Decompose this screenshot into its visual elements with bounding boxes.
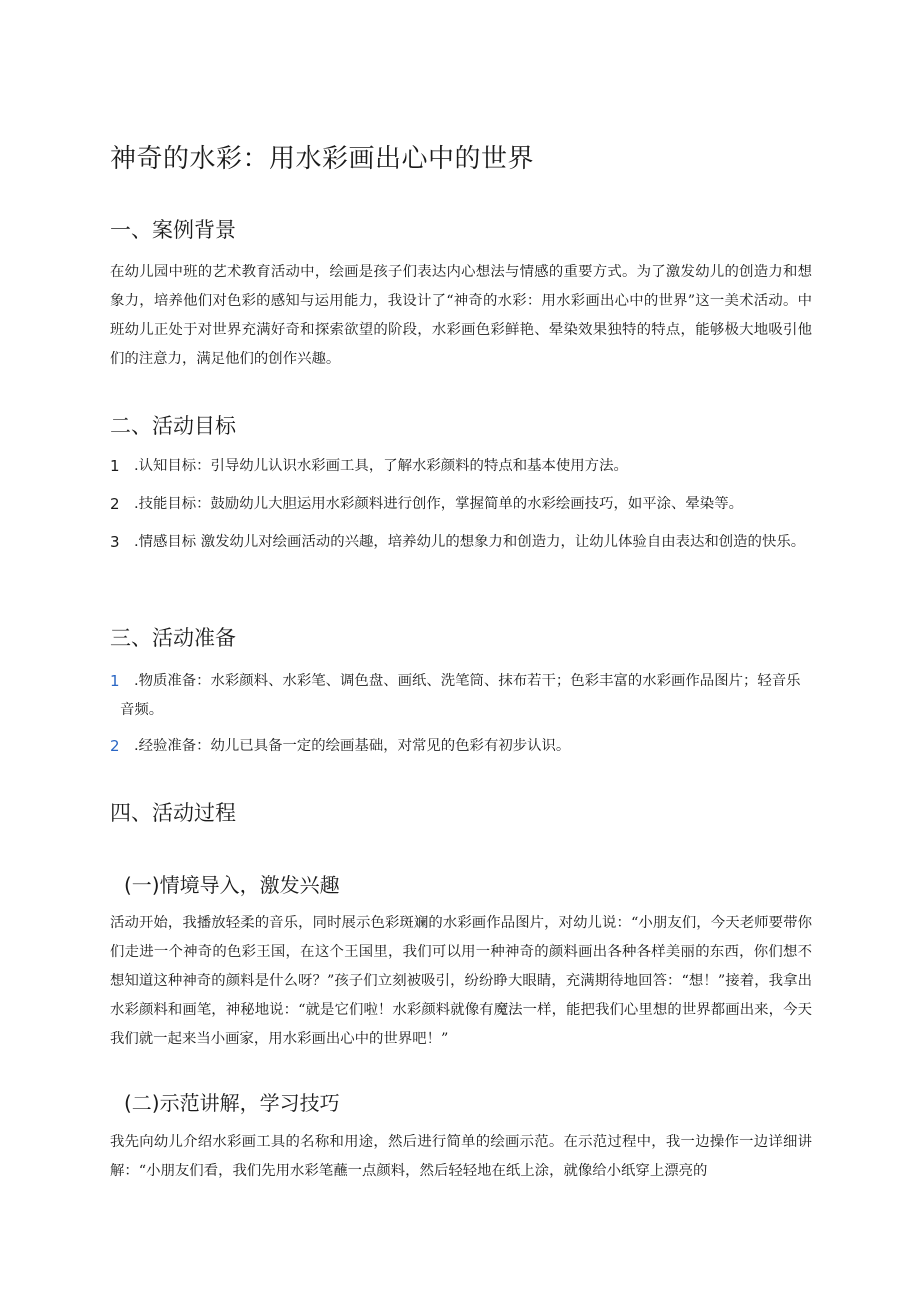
heading-background: 一、案例背景 — [110, 218, 236, 242]
subheading-situation-intro: (一)情境导入，激发兴趣 — [124, 873, 340, 897]
prep-item-2 — [110, 732, 812, 761]
list-number: 1 — [110, 457, 120, 475]
list-number: 1 — [110, 672, 120, 690]
list-text: .经验准备：幼儿已具备一定的绘画基础，对常见的色彩有初步认识。 — [134, 738, 571, 754]
list-text: .情感目标 激发幼儿对绘画活动的兴趣，培养幼儿的想象力和创造力，让幼儿体验自由表达和创造的快乐。 — [134, 534, 806, 550]
list-text: .物质准备：水彩颜料、水彩笔、调色盘、画纸、洗笔筒、抹布若干；色彩丰富的水彩画作品图片；轻音乐音频。 — [120, 673, 801, 718]
heading-goals: 二、活动目标 — [110, 414, 236, 438]
background-paragraph: 在幼儿园中班的艺术教育活动中，绘画是孩子们表达内心想法与情感的重要方式。为了激发幼儿的创造力和想象力，培养他们对色彩的感知与运用能力，我设计了“神奇的水彩：用水彩画出心中的世界”这一美术活动。中班幼儿正处于对世界充满好奇和探索欲望的阶段，水彩画色彩鲜艳、晕染效果独特的特点，能够极大地吸引他们的注意力，满足他们的创作兴趣。 — [110, 264, 812, 367]
demonstration-paragraph: 我先向幼儿介绍水彩画工具的名称和用途，然后进行简单的绘画示范。在示范过程中，我一边操作一边详细讲解：“小朋友们看，我们先用水彩笔蘸一点颜料，然后轻轻地在纸上涂，就像给小纸穿上漂亮的 — [110, 1134, 812, 1179]
prep-item-1 — [110, 667, 812, 725]
goal-item-1 — [110, 452, 812, 481]
list-number: 2 — [110, 495, 120, 513]
situation-intro-paragraph: 活动开始，我播放轻柔的音乐，同时展示色彩斑斓的水彩画作品图片，对幼儿说：“小朋友们，今天老师要带你们走进一个神奇的色彩王国，在这个王国里，我们可以用一种神奇的颜料画出各种各样美丽的东西，你们想不想知道这种神奇的颜料是什么呀？”孩子们立刻被吸引，纷纷睁大眼睛，充满期待地回答：“想！”接着，我拿出水彩颜料和画笔，神秘地说：“就是它们啦！水彩颜料就像有魔法一样，能把我们心里想的世界都画出来，今天我们就一起来当小画家，用水彩画出心中的世界吧！” — [110, 915, 812, 1047]
heading-preparation: 三、活动准备 — [110, 626, 236, 650]
goal-item-3 — [110, 528, 812, 557]
list-text: .技能目标：鼓励幼儿大胆运用水彩颜料进行创作，掌握简单的水彩绘画技巧，如平涂、晕染等。 — [134, 496, 743, 512]
list-number: 2 — [110, 737, 120, 755]
list-text: .认知目标：引导幼儿认识水彩画工具，了解水彩颜料的特点和基本使用方法。 — [134, 458, 628, 474]
subheading-demonstration: (二)示范讲解，学习技巧 — [124, 1091, 340, 1115]
goal-item-2 — [110, 490, 812, 519]
heading-process: 四、活动过程 — [110, 801, 236, 825]
list-number: 3 — [110, 533, 120, 551]
page-title: 神奇的水彩：用水彩画出心中的世界 — [110, 144, 535, 174]
